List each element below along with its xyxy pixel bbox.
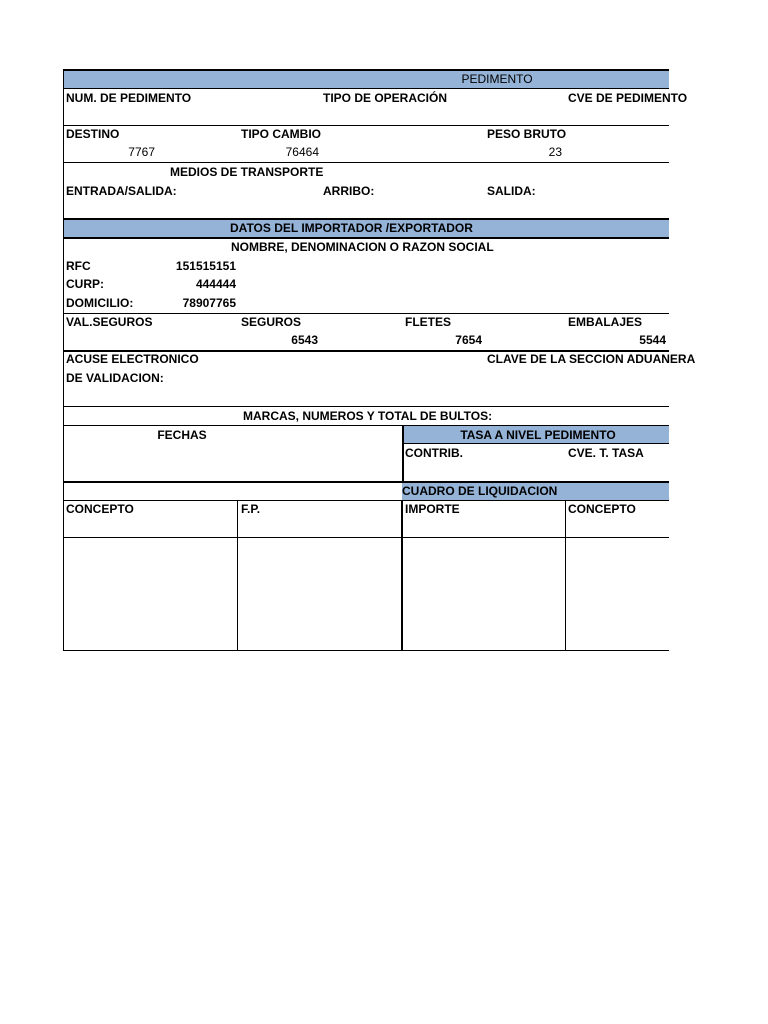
liquidacion-col-concepto: CONCEPTO [66, 502, 134, 516]
rule [63, 406, 669, 407]
rule [402, 443, 669, 444]
rule [63, 481, 669, 483]
tipo-cambio-label: TIPO CAMBIO [241, 127, 321, 141]
arribo-label: ARRIBO: [323, 184, 375, 198]
cve-t-tasa-label: CVE. T. TASA [568, 446, 644, 460]
rule [402, 425, 404, 482]
rfc-value: 151515151 [175, 259, 236, 273]
rule [63, 537, 669, 538]
liquidacion-col-concepto-2: CONCEPTO [568, 502, 636, 516]
rule [63, 88, 669, 89]
cuadro-liquidacion-title: CUADRO DE LIQUIDACION [402, 484, 558, 498]
rule [63, 650, 669, 651]
fechas-title: FECHAS [157, 428, 207, 442]
rfc-label: RFC [66, 259, 91, 273]
salida-label: SALIDA: [487, 184, 536, 198]
fletes-label: FLETES [405, 315, 452, 329]
marcas-bultos-label: MARCAS, NUMEROS Y TOTAL DE BULTOS: [243, 409, 493, 423]
seguros-label: SEGUROS [241, 315, 302, 329]
peso-bruto-value: 23 [548, 145, 562, 159]
razon-social-label: NOMBRE, DENOMINACION O RAZON SOCIAL [231, 240, 494, 254]
embalajes-value: 5544 [639, 333, 666, 347]
num-pedimento-label: NUM. DE PEDIMENTO [66, 91, 192, 105]
clave-seccion-aduanera-label: CLAVE DE LA SECCION ADUANERA [487, 352, 696, 366]
val-seguros-label: VAL.SEGUROS [66, 315, 153, 329]
tipo-operacion-label: TIPO DE OPERACIÓN [323, 91, 448, 105]
curp-value: 444444 [195, 277, 236, 291]
importador-title: DATOS DEL IMPORTADOR /EXPORTADOR [230, 221, 473, 235]
pedimento-form [63, 69, 696, 652]
rule [63, 425, 669, 426]
embalajes-label: EMBALAJES [568, 315, 643, 329]
fletes-value: 7654 [455, 333, 482, 347]
de-validacion-label: DE VALIDACION: [66, 371, 164, 385]
cve-pedimento-label: CVE DE PEDIMENTO [568, 91, 688, 105]
tipo-cambio-value: 76464 [285, 145, 319, 159]
rule [63, 125, 669, 126]
liquidacion-col-importe: IMPORTE [405, 502, 460, 516]
rule [237, 500, 238, 651]
domicilio-label: DOMICILIO: [66, 296, 134, 310]
rule [401, 500, 403, 651]
curp-label: CURP: [66, 277, 104, 291]
domicilio-value: 78907765 [182, 296, 236, 310]
tasa-nivel-pedimento-title: TASA A NIVEL PEDIMENTO [460, 428, 616, 442]
contrib-label: CONTRIB. [405, 446, 463, 460]
pedimento-title: PEDIMENTO [461, 72, 533, 86]
peso-bruto-label: PESO BRUTO [487, 127, 567, 141]
acuse-electronico-label: ACUSE ELECTRONICO [66, 352, 199, 366]
entrada-salida-label: ENTRADA/SALIDA: [66, 184, 177, 198]
rule [565, 500, 566, 651]
medios-transporte-title: MEDIOS DE TRANSPORTE [170, 165, 324, 179]
destino-value: 7767 [128, 145, 155, 159]
destino-label: DESTINO [66, 127, 120, 141]
seguros-value: 6543 [291, 333, 318, 347]
liquidacion-col-fp: F.P. [241, 502, 261, 516]
rule [63, 162, 669, 163]
